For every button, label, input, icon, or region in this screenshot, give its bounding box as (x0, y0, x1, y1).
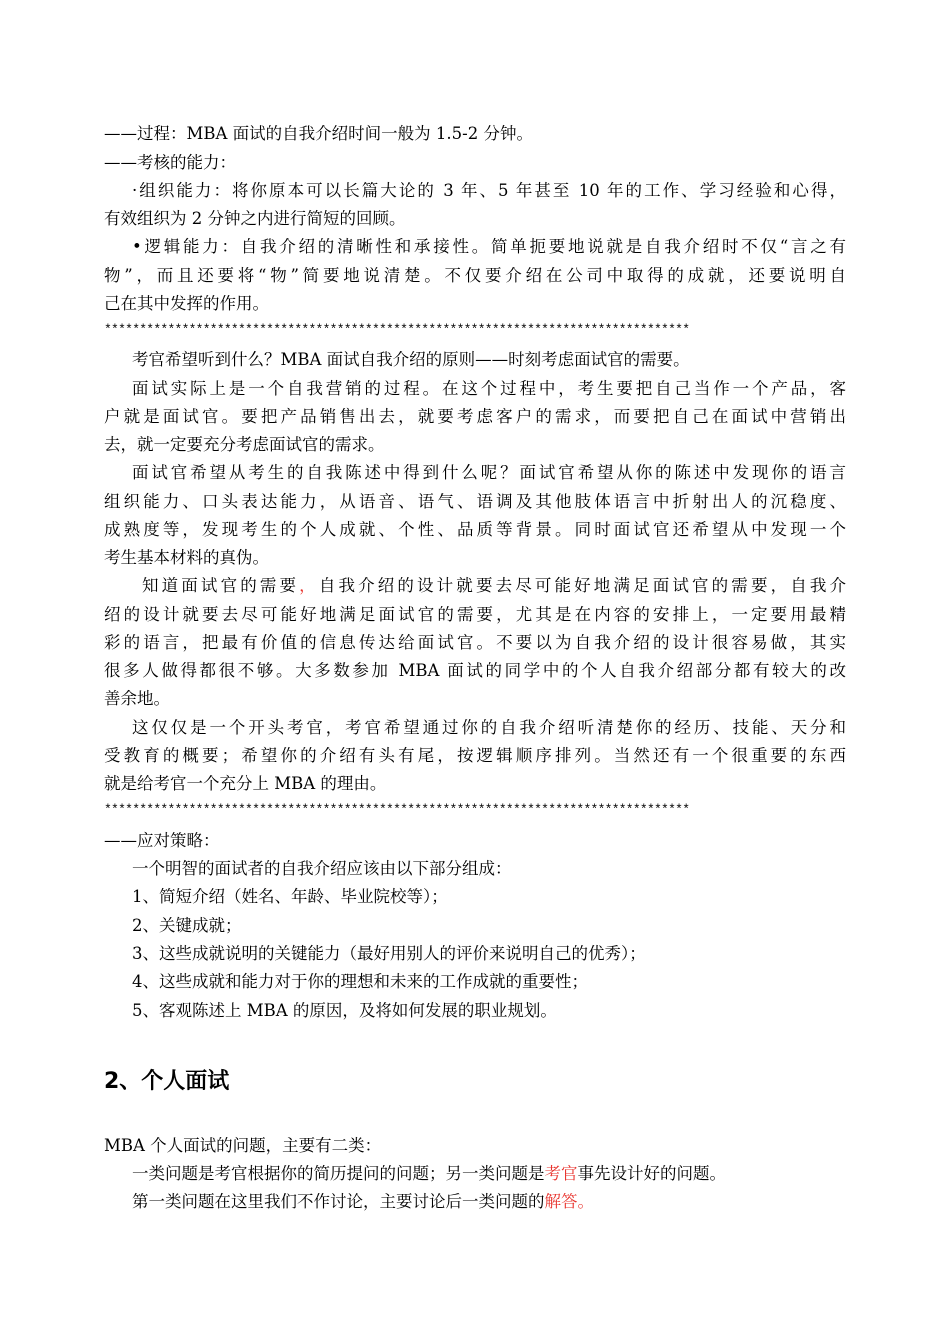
section-heading: 2、个人面试 (104, 1069, 230, 1094)
paragraph-2-line-2: 户就是面试官。要把产品销售出去，就要考虑客户的需求，而要把自己在面试中营销出 (104, 407, 846, 426)
paragraph-5-line-3: 就是给考官一个充分上 MBA 的理由。 (104, 774, 387, 793)
paragraph-3-line-3: 成熟度等，发现考生的个人成就、个性、品质等背景。同时面试官还希望从中发现一个 (104, 520, 846, 539)
interview-line-2 (132, 1192, 594, 1212)
paragraph-4-text-b: 自我介绍的设计就要去尽可能好地满足面试官的需要，自我介 (318, 576, 847, 595)
interview-line-2-text-a: 第一类问题在这里我们不作讨论，主要讨论后一类问题的 (132, 1192, 545, 1211)
paragraph-4-line-4: 很多人做得都很不够。大多数参加 MBA 面试的同学中的个人自我介绍部分都有较大的改 (104, 661, 846, 680)
org-ability-line-1: ·组织能力：将你原本可以长篇大论的 3 年、5 年甚至 10 年的工作、学习经验和心得， (132, 181, 846, 200)
paragraph-5-line-2: 受教育的概要；希望你的介绍有头有尾，按逻辑顺序排列。当然还有一个很重要的东西 (104, 746, 846, 765)
separator-line-2: *********************************************************************************** (104, 802, 690, 817)
strategy-item: 2、关键成就； (132, 916, 242, 935)
paragraph-1: 考官希望听到什么？MBA 面试自我介绍的原则——时刻考虑面试官的需要。 (132, 350, 690, 369)
separator-line: *********************************************************************************** (104, 322, 690, 337)
paragraph-4-line-1 (142, 576, 846, 596)
strategy-item: 3、这些成就说明的关键能力（最好用别人的评价来说明自己的优秀）； (132, 944, 646, 963)
answer-link[interactable]: 解答。 (544, 1192, 594, 1211)
interview-line-1-text-b: 事先设计好的问题。 (577, 1164, 726, 1183)
org-ability-line-2: 有效组织为 2 分钟之内进行简短的回顾。 (104, 209, 406, 228)
strategy-item: 5、客观陈述上 MBA 的原因，及将如何发展的职业规划。 (132, 1001, 557, 1020)
logic-ability-line-2: 物”，而且还要将“物”简要地说清楚。不仅要介绍在公司中取得的成就，还要说明自 (104, 266, 846, 285)
paragraph-4-text-a: 知道面试官的需要 (142, 576, 300, 595)
red-comma: ， (299, 576, 319, 595)
strategy-intro: 一个明智的面试者的自我介绍应该由以下部分组成： (132, 859, 512, 878)
interview-line-1-text-a: 一类问题是考官根据你的简历提问的问题；另一类问题是 (132, 1164, 545, 1183)
paragraph-3-line-4: 考生基本材料的真伪。 (104, 548, 269, 567)
examiner-link[interactable]: 考官 (544, 1164, 578, 1183)
strategy-title: ——应对策略： (104, 831, 220, 850)
paragraph-5-line-1: 这仅仅是一个开头考官，考官希望通过你的自我介绍听清楚你的经历、技能、天分和 (132, 718, 846, 737)
strategy-item: 4、这些成就和能力对于你的理想和未来的工作成就的重要性； (132, 972, 588, 991)
interview-intro: MBA 个人面试的问题，主要有二类： (104, 1136, 382, 1155)
paragraph-4-line-3: 彩的语言，把最有价值的信息传达给面试官。不要以为自我介绍的设计很容易做，其实 (104, 633, 846, 652)
paragraph-2-line-1: 面试实际上是一个自我营销的过程。在这个过程中，考生要把自己当作一个产品，客 (132, 379, 846, 398)
ability-title: ——考核的能力： (104, 153, 236, 172)
paragraph-4-line-5: 善余地。 (104, 689, 170, 708)
interview-line-1 (132, 1164, 726, 1184)
paragraph-2-line-3: 去，就一定要充分考虑面试官的需求。 (104, 435, 385, 454)
logic-ability-line-1: •逻辑能力：自我介绍的清晰性和承接性。简单扼要地说就是自我介绍时不仅“言之有 (132, 237, 846, 256)
process-line: ——过程：MBA 面试的自我介绍时间一般为 1.5-2 分钟。 (104, 124, 533, 143)
strategy-item: 1、简短介绍（姓名、年龄、毕业院校等）； (132, 887, 448, 906)
paragraph-4-line-2: 绍的设计就要去尽可能好地满足面试官的需要，尤其是在内容的安排上，一定要用最精 (104, 605, 846, 624)
paragraph-3-line-2: 组织能力、口头表达能力，从语音、语气、语调及其他肢体语言中折射出人的沉稳度、 (104, 492, 846, 511)
paragraph-3-line-1: 面试官希望从考生的自我陈述中得到什么呢？面试官希望从你的陈述中发现你的语言 (132, 463, 846, 482)
logic-ability-line-3: 己在其中发挥的作用。 (104, 294, 269, 313)
